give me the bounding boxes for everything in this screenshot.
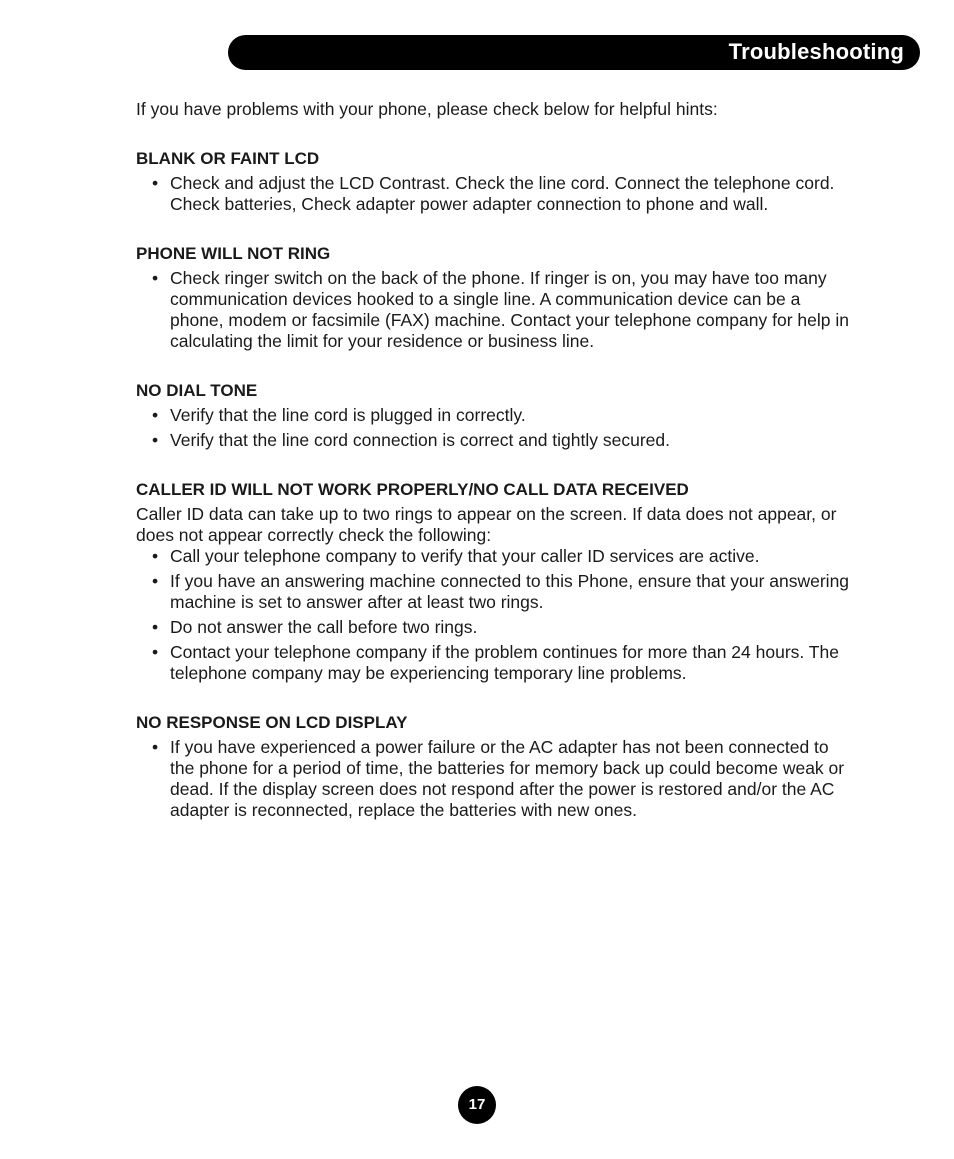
page-number-badge: 17 [458,1086,496,1124]
bullet-item [136,737,856,821]
page-title: Troubleshooting [728,39,904,64]
bullet-text: Verify that the line cord connection is correct and tightly secured. [170,430,670,450]
troubleshooting-section [136,479,856,684]
bullet-text: Contact your telephone company if the problem continues for more than 24 hours. The telephone company may be experiencing temporary line problems. [170,642,839,683]
bullet-text: Verify that the line cord is plugged in correctly. [170,405,526,425]
section-heading: BLANK OR FAINT LCD [136,149,320,168]
bullet-item [136,268,856,352]
bullet-icon: • [152,405,159,425]
troubleshooting-section [136,380,856,451]
section-heading: NO DIAL TONE [136,381,258,400]
bullet-text: Do not answer the call before two rings. [170,617,478,637]
bullet-item [136,173,856,215]
bullet-text: Call your telephone company to verify that your caller ID services are active. [170,546,760,566]
troubleshooting-section [136,148,856,215]
bullet-item [136,571,856,613]
bullet-item [136,405,856,426]
bullet-icon: • [152,268,159,288]
bullet-list [136,173,856,215]
bullet-icon: • [152,571,159,591]
section-heading: CALLER ID WILL NOT WORK PROPERLY/NO CALL DATA RECEIVED [136,480,689,499]
section-heading: NO RESPONSE ON LCD DISPLAY [136,713,408,732]
troubleshooting-section [136,243,856,352]
section-heading: PHONE WILL NOT RING [136,244,331,263]
bullet-item [136,642,856,684]
sections-container [136,148,856,821]
bullet-text: Check ringer switch on the back of the phone. If ringer is on, you may have too many communication devices hooked to a single line. A communication device can be a phone, modem or facsimile (FAX) machine. Contact your telephone company for help in calculating the limit for your residence or business line. [170,268,849,351]
bullet-text: If you have an answering machine connected to this Phone, ensure that your answering machine is set to answer after at least two rings. [170,571,850,612]
bullet-icon: • [152,546,159,566]
intro-text: If you have problems with your phone, please check below for helpful hints: [136,99,718,119]
bullet-icon: • [152,617,159,637]
bullet-item [136,430,856,451]
bullet-list [136,405,856,451]
bullet-icon: • [152,642,159,662]
bullet-item [136,546,856,567]
bullet-icon: • [152,173,159,193]
bullet-icon: • [152,737,159,757]
bullet-item [136,617,856,638]
bullet-icon: • [152,430,159,450]
document-body [136,99,856,849]
header-bar [228,35,920,70]
bullet-list [136,546,856,684]
bullet-text: If you have experienced a power failure or the AC adapter has not been connected to the phone for a period of time, the batteries for memory back up could become weak or dead. If the display screen does not respond after the power is restored and/or the AC adapter is reconnected, replace the batteries with new ones. [170,737,845,820]
bullet-list [136,737,856,821]
bullet-list [136,268,856,352]
bullet-text: Check and adjust the LCD Contrast. Check the line cord. Connect the telephone cord. Check batteries, Check adapter power adapter connection to phone and wall. [170,173,835,214]
section-text: Caller ID data can take up to two rings to appear on the screen. If data does not appear, or does not appear correctly check the following: [136,504,837,545]
troubleshooting-section [136,712,856,821]
